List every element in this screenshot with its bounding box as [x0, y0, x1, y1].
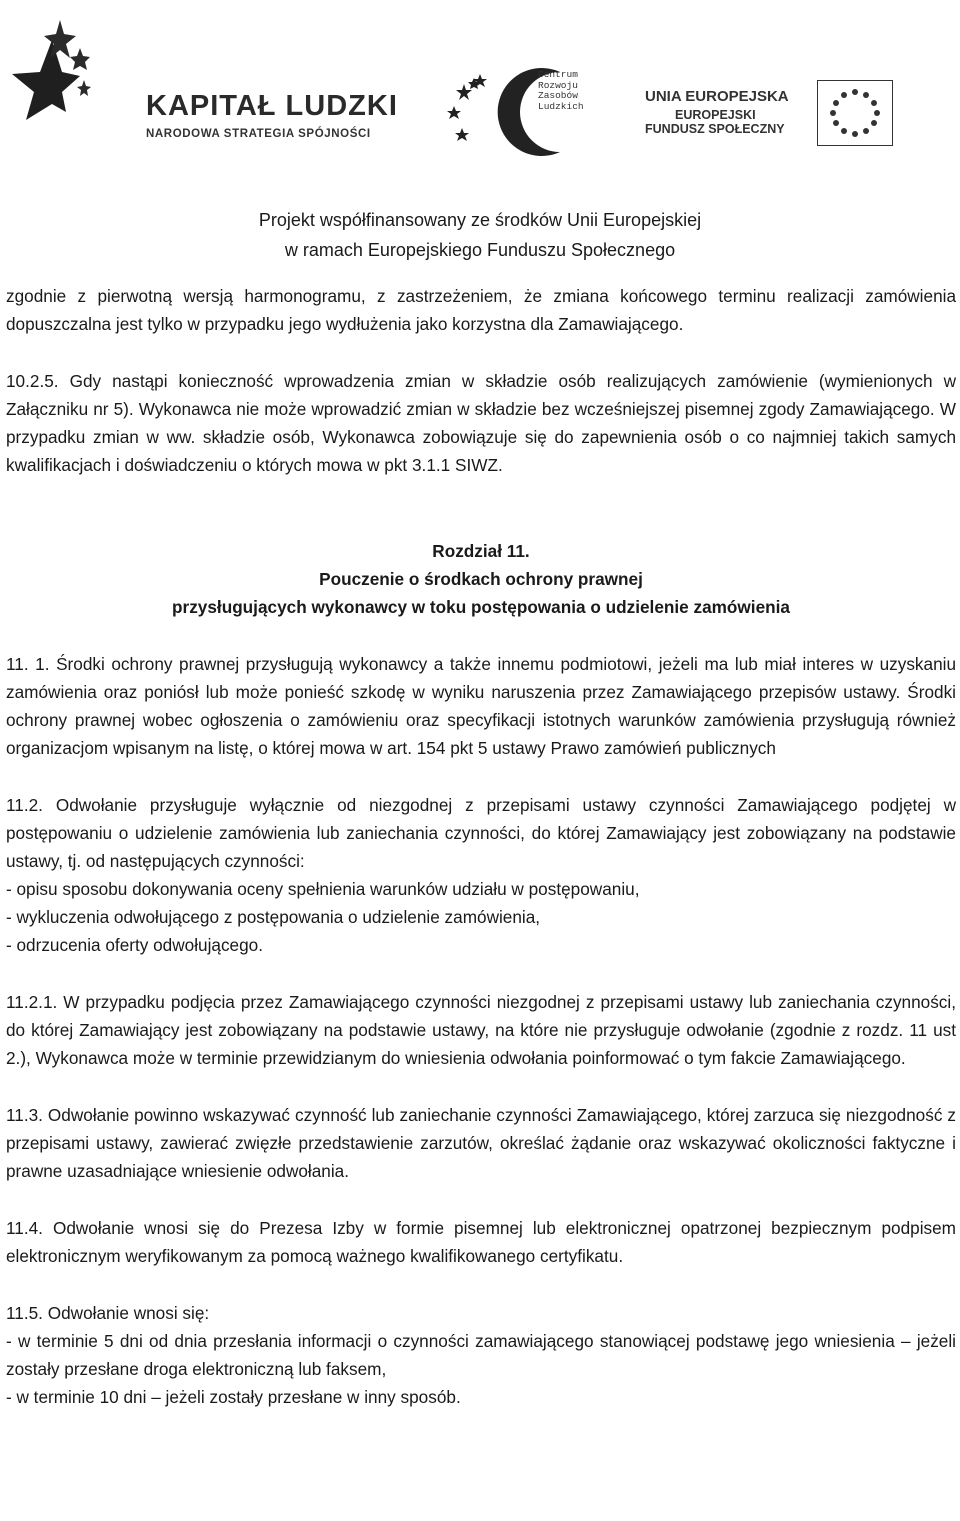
eu-stars-icon — [817, 80, 893, 146]
eu-efs-logo — [645, 80, 915, 160]
paragraph-11-5: 11.5. Odwołanie wnosi się: — [6, 1303, 210, 1323]
efs-title — [645, 108, 785, 136]
crzl-line: Ludzkich — [538, 100, 584, 112]
kapital-ludzki-logo — [28, 50, 398, 160]
chapter-title: przysługujących wykonawcy w toku postępowania o udzielenie zamówienia — [172, 597, 790, 617]
chapter-title: Pouczenie o środkach ochrony prawnej — [319, 569, 643, 589]
paragraph-11-3: 11.3. Odwołanie powinno wskazywać czynność lub zaniechanie czynności Zamawiającego, której zarzuca się niezgodność z przepisami ustawy, zawierać zwięzłe przedstawienie zarzutów, określać żądanie oraz wskazywać okoliczności faktyczne i prawne uzasadniające wniesienie odwołania. — [6, 1105, 956, 1181]
logo-bar — [0, 0, 960, 200]
chapter-number: Rozdział 11. — [432, 541, 530, 561]
efs-line: EUROPEJSKI — [675, 108, 756, 122]
kapital-ludzki-subtitle: NARODOWA STRATEGIA SPÓJNOŚCI — [146, 128, 371, 140]
crzl-logo — [440, 66, 590, 158]
list-item: - opisu sposobu dokonywania oceny spełnienia warunków udziału w postępowaniu, — [6, 879, 640, 899]
list-item: - wykluczenia odwołującego z postępowania o udzielenie zamówienia, — [6, 907, 541, 927]
crzl-line: Rozwoju — [538, 79, 578, 91]
efs-line: FUNDUSZ SPOŁECZNY — [645, 122, 785, 136]
project-line: w ramach Europejskiego Funduszu Społecznego — [284, 240, 676, 260]
paragraph: zgodnie z pierwotną wersją harmonogramu, z zastrzeżeniem, że zmiana końcowego terminu realizacji zamówienia dopuszczalna jest tylko w przypadku jego wydłużenia jako korzystna dla Zamawiającego. — [6, 286, 956, 334]
paragraph-10-2-5: 10.2.5. Gdy nastąpi konieczność wprowadzenia zmian w składzie osób realizujących zamówienie (wymienionych w Załączniku nr 5). Wykonawca nie może wprowadzić zmian w składzie bez wcześniejszej pisemnej zgody Zamawiającego. W przypadku zmian w ww. składzie osób, Wykonawca zobowiązuje się do zapewnienia osób o co najmniej takich samych kwalifikacjach i doświadczeniu o których mowa w pkt 3.1.1 SIWZ. — [6, 371, 956, 475]
eu-title: UNIA EUROPEJSKA — [645, 88, 789, 105]
paragraph-11-1: 11. 1. Środki ochrony prawnej przysługują wykonawcy a także innemu podmiotowi, jeżeli ma lub miał interes w uzyskaniu zamówienia oraz poniósł lub może ponieść szkodę w wyniku naruszenia przez Zamawiającego przepisów ustawy. Środki ochrony prawnej wobec ogłoszenia o zamówieniu oraz specyfikacji istotnych warunków zamówienia przysługują również organizacjom wpisanym na listę, o której mowa w art. 154 pkt 5 ustawy Prawo zamówień publicznych — [6, 654, 956, 758]
crzl-name — [538, 70, 584, 112]
document-body — [6, 282, 956, 1411]
project-line: Projekt współfinansowany ze środków Unii Europejskiej — [258, 210, 702, 230]
paragraph-11-2: 11.2. Odwołanie przysługuje wyłącznie od niezgodnej z przepisami ustawy czynności Zamawiającego podjętej w postępowaniu o udzielenie zamówienia lub zaniechania czynności, do której Zamawiający jest zobowiązany na podstawie ustawy, tj. od następujących czynności: — [6, 795, 956, 871]
paragraph-11-4: 11.4. Odwołanie wnosi się do Prezesa Izby w formie pisemnej lub elektronicznej opatrzonej bezpiecznym podpisem elektronicznym weryfikowanym za pomocą ważnego kwalifikowanego certyfikatu. — [6, 1218, 956, 1266]
crzl-line: Centrum — [538, 69, 578, 80]
kapital-ludzki-title: KAPITAŁ LUDZKI — [146, 90, 398, 122]
list-item: - w terminie 5 dni od dnia przesłania informacji o czynności zamawiającego stanowiącej podstawę jego wniesienia – jeżeli zostały przesłane droga elektroniczną lub faksem, — [6, 1331, 956, 1379]
list-item: - odrzucenia oferty odwołującego. — [6, 935, 264, 955]
kapital-ludzki-star-icon — [0, 0, 110, 150]
project-funding-notice — [0, 205, 960, 265]
crzl-line: Zasobów — [538, 90, 578, 101]
list-item: - w terminie 10 dni – jeżeli zostały przesłane w inny sposób. — [6, 1387, 461, 1407]
chapter-heading — [6, 537, 956, 621]
paragraph-11-2-1: 11.2.1. W przypadku podjęcia przez Zamawiającego czynności niezgodnej z przepisami ustawy lub zaniechania czynności, do której Zamawiający jest zobowiązany na podstawie ustawy, na które nie przysługuje odwołanie (zgodnie z rozdz. 11 ust 2.), Wykonawca może w terminie przewidzianym do wniesienia odwołania poinformować o tym fakcie Zamawiającego. — [6, 992, 956, 1068]
